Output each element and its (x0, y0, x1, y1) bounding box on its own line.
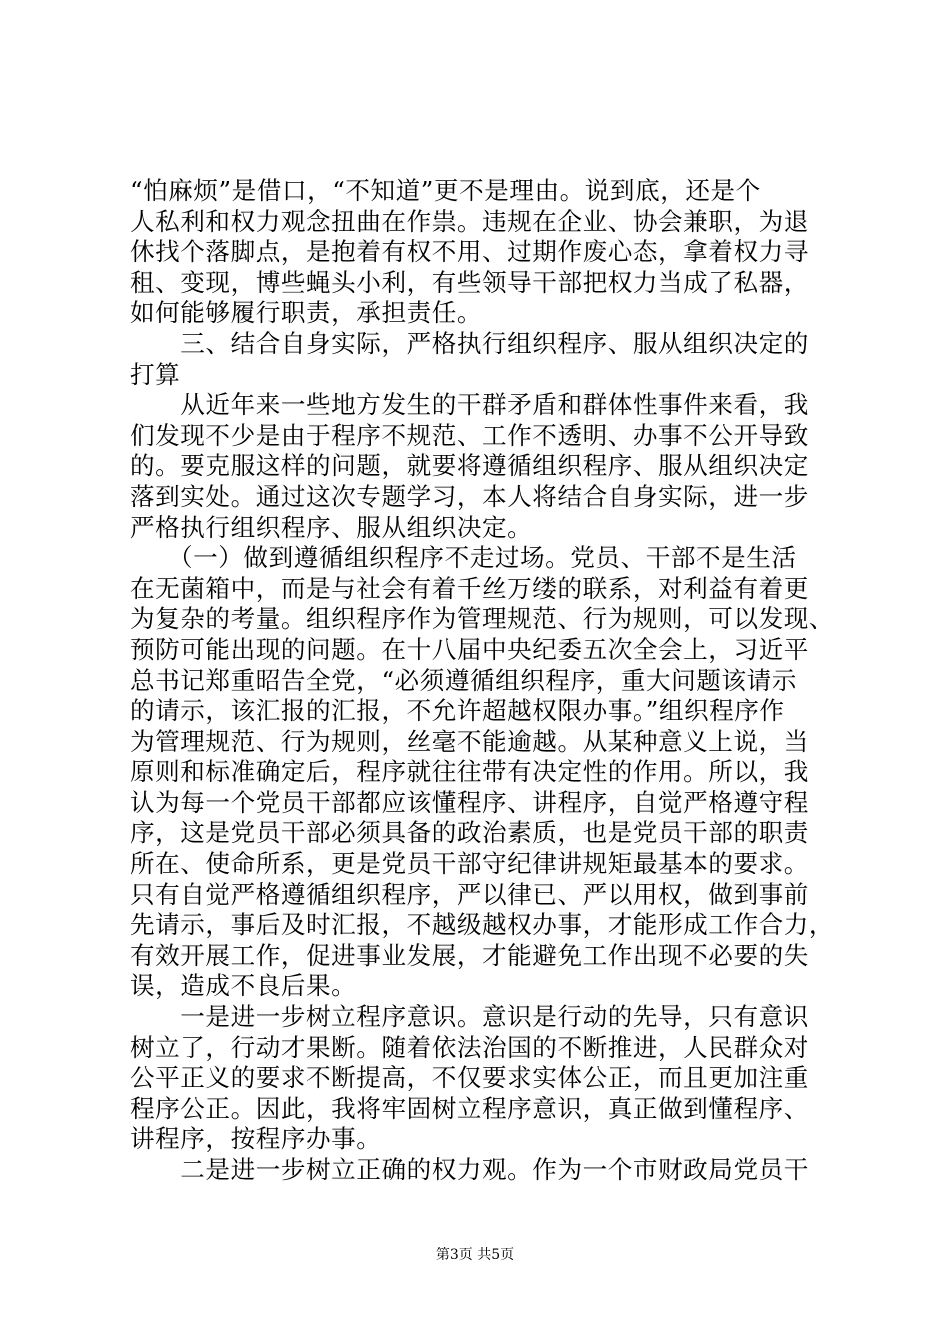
section-heading-line: 打算 (130, 359, 181, 389)
text-line: 讲程序，按程序办事。 (130, 1124, 382, 1154)
text-line: 二是进一步树立正确的权力观。作为一个市财政局党员干 (130, 1155, 809, 1184)
text-line: （一）做到遵循组织程序不走过场。党员、干部不是生活 (130, 543, 797, 573)
text-line: 树立了，行动才果断。随着依法治国的不断推进，人民群众对 (130, 1032, 809, 1062)
text-line: 租、变现，博些蝇头小利，有些领导干部把权力当成了私器， (130, 267, 809, 297)
text-line: 们发现不少是由于程序不规范、工作不透明、办事不公开导致 (130, 420, 809, 450)
text-line: 严格执行组织程序、服从组织决定。 (130, 512, 533, 542)
page-number-footer: 第3页 共5页 (435, 1247, 515, 1263)
text-line: 公平正义的要求不断提高，不仅要求实体公正，而且更加注重 (130, 1063, 809, 1093)
text-line: 如何能够履行职责，承担责任。 (130, 298, 483, 328)
text-line: 有效开展工作，促进事业发展，才能避免工作出现不必要的失 (130, 940, 809, 970)
text-line: 认为每一个党员干部都应该懂程序、讲程序，自觉严格遵守程 (130, 787, 809, 817)
text-line: 程序公正。因此，我将牢固树立程序意识，真正做到懂程序、 (130, 1093, 809, 1123)
text-line: 预防可能出现的问题。在十八届中央纪委五次全会上，习近平 (130, 634, 809, 664)
text-line: 先请示，事后及时汇报，不越级越权办事，才能形成工作合力， (130, 910, 835, 940)
text-line: 为管理规范、行为规则，丝毫不能逾越。从某种意义上说，当 (130, 726, 809, 756)
text-line: 落到实处。通过这次专题学习，本人将结合自身实际，进一步 (130, 481, 809, 511)
text-line: “怕麻烦”是借口，“不知道”更不是理由。说到底，还是个 (130, 176, 761, 205)
text-line: 为复杂的考量。组织程序作为管理规范、行为规则，可以发现、 (130, 604, 835, 634)
document-body (130, 176, 835, 1186)
text-line: 休找个落脚点，是抱着有权不用、过期作废心态，拿着权力寻 (130, 237, 809, 267)
text-line: 从近年来一些地方发生的干群矛盾和群体性事件来看，我 (130, 390, 809, 420)
text-line: 一是进一步树立程序意识。意识是行动的先导，只有意识 (130, 1002, 809, 1032)
text-line: 只有自觉严格遵循组织程序，严以律已、严以用权，做到事前 (130, 879, 809, 909)
text-line: 总书记郑重昭告全党，“必须遵循组织程序，重大问题该请示 (130, 665, 797, 695)
text-line: 原则和标准确定后，程序就往往带有决定性的作用。所以，我 (130, 757, 809, 787)
text-line: 误，造成不良后果。 (130, 971, 357, 1001)
text-line: 的。要克服这样的问题，就要将遵循组织程序、服从组织决定 (130, 451, 809, 481)
text-line: 人私利和权力观念扭曲在作祟。违规在企业、协会兼职，为退 (130, 206, 809, 236)
section-heading-line: 三、结合自身实际，严格执行组织程序、服从组织决定的 (130, 328, 809, 358)
text-line: 所在、使命所系，更是党员干部守纪律讲规矩最基本的要求。 (130, 849, 809, 879)
text-line: 的请示，该汇报的汇报，不允许超越权限办事。”组织程序作 (130, 696, 785, 726)
text-line: 序，这是党员干部必须具备的政治素质，也是党员干部的职责 (130, 818, 809, 848)
text-line: 在无菌箱中，而是与社会有着千丝万缕的联系，对利益有着更 (130, 573, 809, 603)
